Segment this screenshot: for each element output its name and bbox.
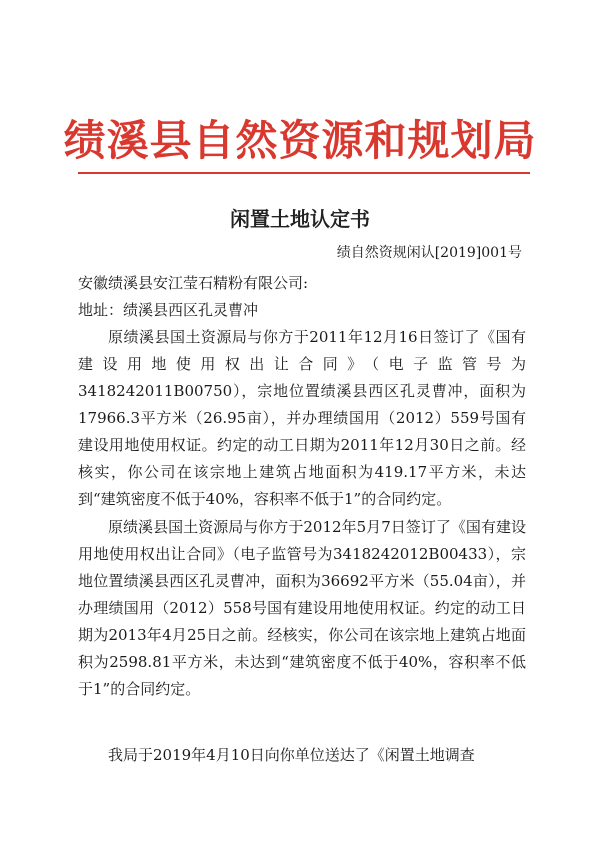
agency-letterhead: 绩溪县自然资源和规划局 [63, 116, 537, 165]
paragraph-3: 我局于2019年4月10日向你单位送达了《闲置土地调查 [108, 746, 475, 764]
letterhead-red-rule [78, 172, 530, 174]
paragraph-1: 原绩溪县国土资源局与你方于2011年12月16日签订了《国有建设用地使用权出让合同》（电子监管号为3418242011B00750），宗地位置绩溪县西区孔灵曹冲，面积为17966.3平方米（26.95亩），并办理绩国用（2012）559号国有建设用地使用权证。约定的动工日期为2011年12月30日之前。经核实，你公司在该宗地上建筑占地面积为419.17平方米，未达到“建筑密度不低于40%，容积率不低于1”的合同约定。 [78, 328, 526, 508]
document-title: 闲置土地认定书 [230, 207, 370, 231]
document-number: 绩自然资规闲认[2019]001号 [336, 245, 522, 261]
paragraph-2: 原绩溪县国土资源局与你方于2012年5月7日签订了《国有建设用地使用权出让合同》（电子监管号为3418242012B00433），宗地位置绩溪县西区孔灵曹冲，面积为36692平方米（55.04亩），并办理绩国用（2012）558号国有建设用地使用权证。约定的动工日期为2013年4月25日之前。经核实，你公司在该宗地上建筑占地面积为2598.81平方米，未达到“建筑密度不低于40%，容积率不低于1”的合同约定。 [78, 518, 526, 698]
address-line: 地址：绩溪县西区孔灵曹冲 [78, 301, 259, 319]
recipient-line: 安徽绩溪县安江莹石精粉有限公司: [78, 274, 309, 292]
